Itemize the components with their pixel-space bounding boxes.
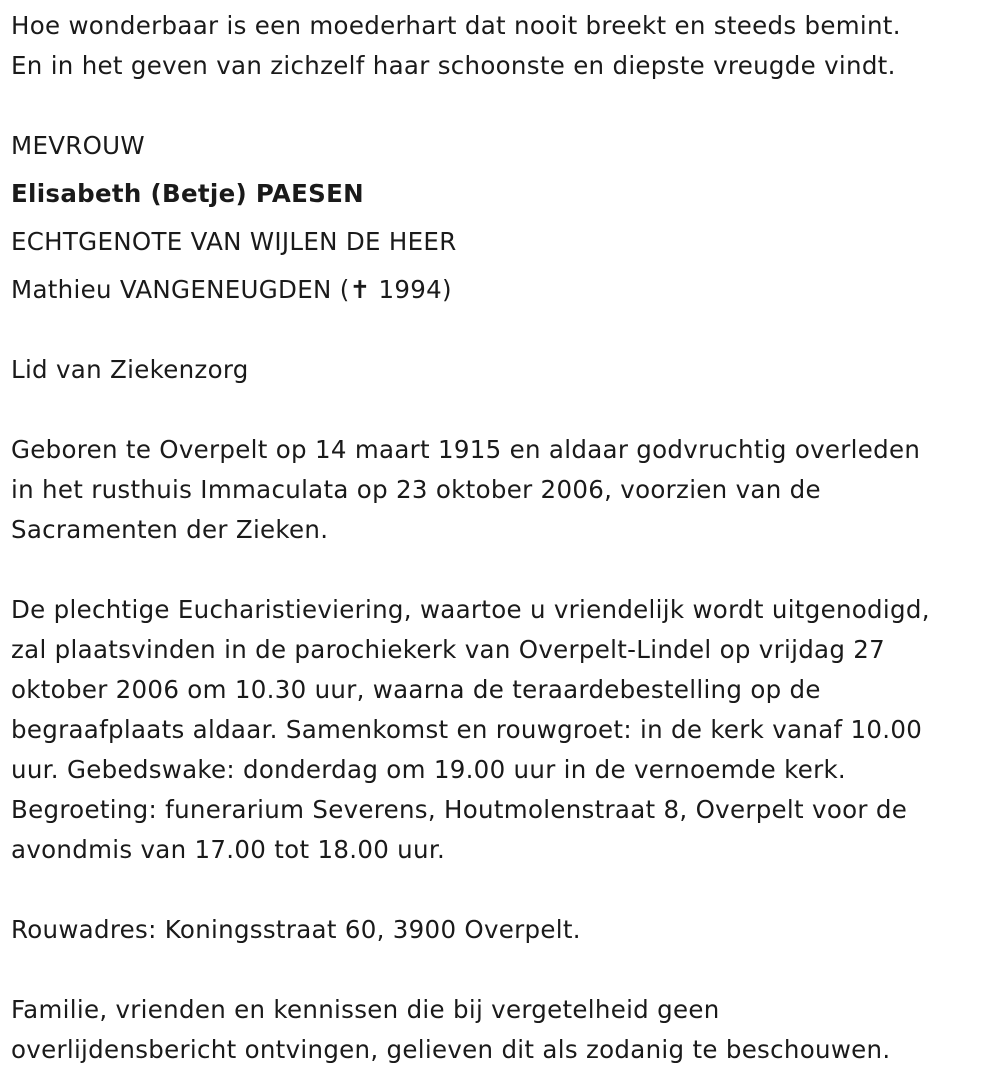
spouse-name: Mathieu VANGENEUGDEN (✝ 1994): [11, 275, 452, 304]
service-line: uur. Gebedswake: donderdag om 19.00 uur in de vernoemde kerk.: [11, 755, 847, 784]
mourning-address: Rouwadres: Koningsstraat 60, 3900 Overpelt.: [11, 915, 581, 944]
verse-line: Hoe wonderbaar is een moederhart dat nooit breekt en steeds bemint.: [11, 11, 901, 40]
deceased-name: Elisabeth (Betje) PAESEN: [11, 179, 364, 208]
service-line: De plechtige Eucharistieviering, waartoe u vriendelijk wordt uitgenodigd,: [11, 595, 930, 624]
service-line: Begroeting: funerarium Severens, Houtmolenstraat 8, Overpelt voor de: [11, 795, 908, 824]
verse-line: En in het geven van zichzelf haar schoonste en diepste vreugde vindt.: [11, 51, 896, 80]
service-line: begraafplaats aldaar. Samenkomst en rouwgroet: in de kerk vanaf 10.00: [11, 715, 923, 744]
membership-line: Lid van Ziekenzorg: [11, 355, 249, 384]
service-line: oktober 2006 om 10.30 uur, waarna de teraardebestelling op de: [11, 675, 821, 704]
spouse-intro: ECHTGENOTE VAN WIJLEN DE HEER: [11, 227, 457, 256]
closing-line: overlijdensbericht ontvingen, gelieven dit als zodanig te beschouwen.: [11, 1035, 891, 1064]
service-line: zal plaatsvinden in de parochiekerk van Overpelt-Lindel op vrijdag 27: [11, 635, 886, 664]
service-line: avondmis van 17.00 tot 18.00 uur.: [11, 835, 446, 864]
title-label: MEVROUW: [11, 131, 145, 160]
birth-death-line: Sacramenten der Zieken.: [11, 515, 329, 544]
closing-line: Familie, vrienden en kennissen die bij vergetelheid geen: [11, 995, 720, 1024]
birth-death-line: in het rusthuis Immaculata op 23 oktober 2006, voorzien van de: [11, 475, 821, 504]
birth-death-line: Geboren te Overpelt op 14 maart 1915 en aldaar godvruchtig overleden: [11, 435, 921, 464]
